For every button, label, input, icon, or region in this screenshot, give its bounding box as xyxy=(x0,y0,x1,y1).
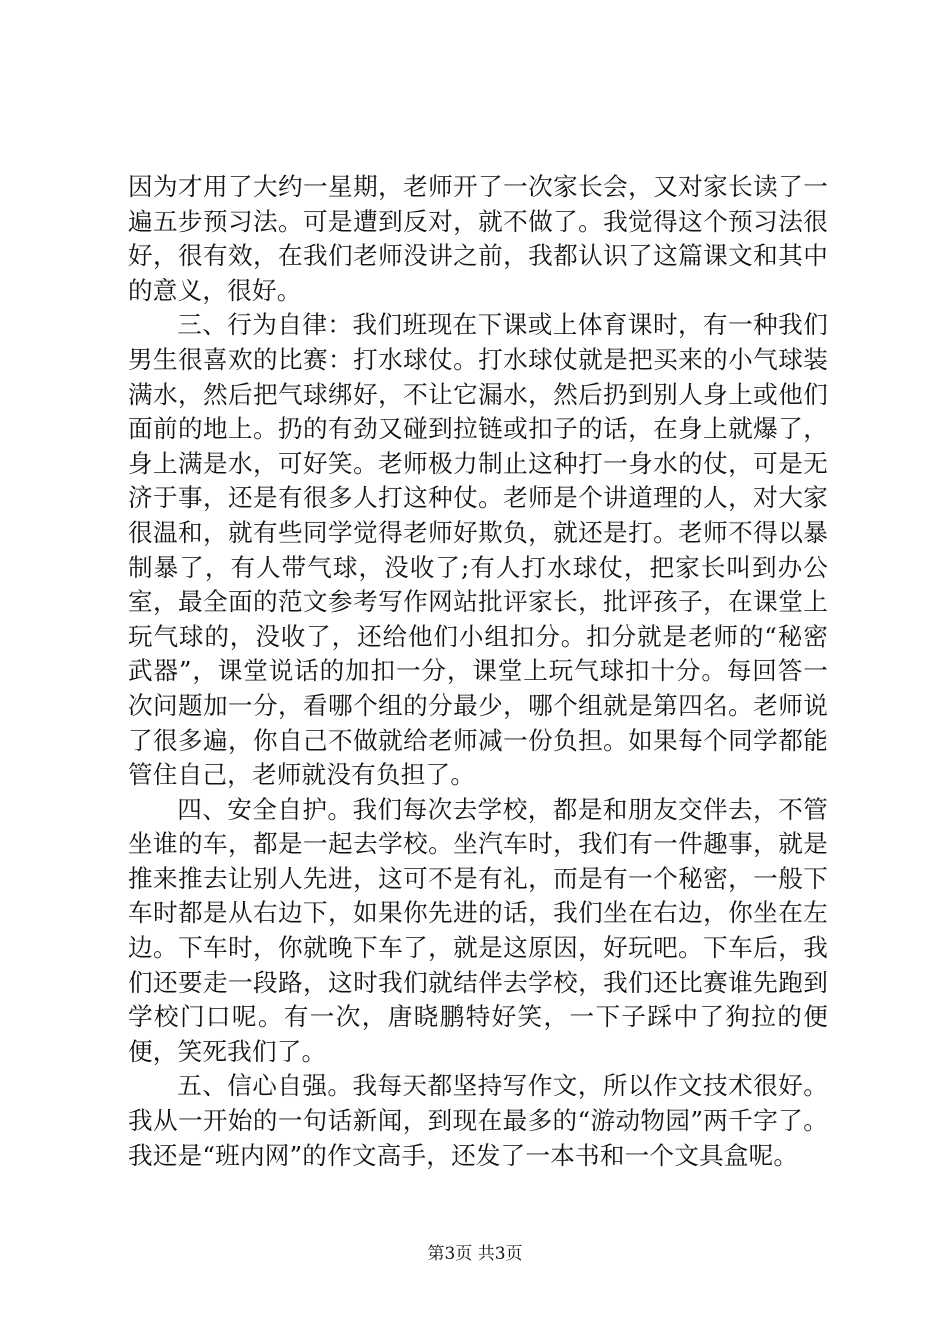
paragraph-confidence-self-strength: 五、信心自强。我每天都坚持写作文，所以作文技术很好。我从一开始的一句话新闻，到现在最多的“游动物园”两千字了。我还是“班内网”的作文高手，还发了一本书和一个文具盒呢。 xyxy=(128,1071,828,1170)
paragraph-behavior-self-discipline: 三、行为自律：我们班现在下课或上体育课时，有一种我们男生很喜欢的比赛：打水球仗。打水球仗就是把买来的小气球装满水，然后把气球绑好，不让它漏水，然后扔到别人身上或他们面前的地上。扔的有劲又碰到拉链或扣子的话，在身上就爆了，身上满是水，可好笑。老师极力制止这种打一身水的仗，可是无济于事，还是有很多人打这种仗。老师是个讲道理的人，对大家很温和，就有些同学觉得老师好欺负，就还是打。老师不得以暴制暴了，有人带气球，没收了;有人打水球仗，把家长叫到办公室，最全面的范文参考写作网站批评家长，批评孩子，在课堂上玩气球的，没收了，还给他们小组扣分。扣分就是老师的“秘密武器”，课堂说话的加扣一分，课堂上玩气球扣十分。每回答一次问题加一分，看哪个组的分最少，哪个组就是第四名。老师说了很多遍，你自己不做就给老师减一份负担。如果每个同学都能管住自己，老师就没有负担了。 xyxy=(128,310,828,790)
paragraph-continuation: 因为才用了大约一星期，老师开了一次家长会，又对家长读了一遍五步预习法。可是遭到反对，就不做了。我觉得这个预习法很好，很有效，在我们老师没讲之前，我都认识了这篇课文和其中的意义，很好。 xyxy=(128,172,828,305)
document-body xyxy=(128,170,828,1173)
page-number-footer: 第3页 共3页 xyxy=(427,1244,523,1264)
paragraph-safety-self-protection: 四、安全自护。我们每次去学校，都是和朋友交伴去，不管坐谁的车，都是一起去学校。坐汽车时，我们有一件趣事，就是推来推去让别人先进，这可不是有礼，而是有一个秘密，一般下车时都是从右边下，如果你先进的话，我们坐在右边，你坐在左边。下车时，你就晚下车了，就是这原因，好玩吧。下车后，我们还要走一段路，这时我们就结伴去学校，我们还比赛谁先跑到学校门口呢。有一次，唐晓鹏特好笑，一下子踩中了狗拉的便便，笑死我们了。 xyxy=(128,794,828,1066)
